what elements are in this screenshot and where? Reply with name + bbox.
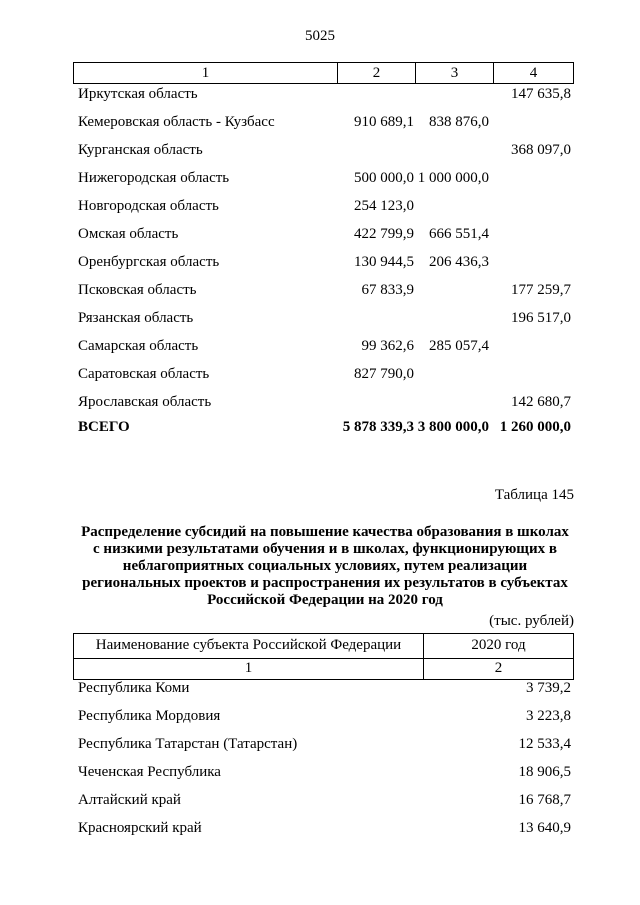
total-label: ВСЕГО <box>78 419 130 435</box>
value-col2: 422 799,9 <box>354 226 414 242</box>
subsidy-value: 18 906,5 <box>518 764 571 780</box>
value-col4: 196 517,0 <box>511 310 571 326</box>
table1-header <box>73 62 574 84</box>
region-name: Новгородская область <box>78 198 219 214</box>
table1-header-col4: 4 <box>529 65 538 81</box>
value-col2: 130 944,5 <box>354 254 414 270</box>
header-col-number-2: 2 <box>494 660 503 676</box>
subsidy-value: 16 768,7 <box>518 792 571 808</box>
value-col4: 368 097,0 <box>511 142 571 158</box>
table1-row <box>78 86 574 108</box>
table1-row <box>78 254 574 276</box>
region-name: Оренбургская область <box>78 254 220 270</box>
region-name: Чеченская Республика <box>78 764 221 780</box>
title-line: Российской Федерации на 2020 год <box>207 592 443 608</box>
value-col3: 206 436,3 <box>429 254 489 270</box>
table2-header-names <box>74 634 573 659</box>
value-col3: 285 057,4 <box>429 338 489 354</box>
title-line: Распределение субсидий на повышение качества образования в школах <box>81 524 569 540</box>
region-name: Республика Татарстан (Татарстан) <box>78 736 298 752</box>
table2-row <box>78 792 574 814</box>
title-line: с низкими результатами обучения и в школах, функционирующих в <box>93 541 557 557</box>
table2-row <box>78 680 574 702</box>
subsidy-value: 3 739,2 <box>526 680 571 696</box>
table2-header-numbers <box>74 659 573 679</box>
table1-header-col1: 1 <box>74 63 338 83</box>
table-caption: Таблица 145 <box>494 487 574 503</box>
table1-row <box>78 170 574 192</box>
region-name: Ярославская область <box>78 394 212 410</box>
total-col2: 5 878 339,3 <box>342 419 414 435</box>
table2-row <box>78 736 574 758</box>
table2-row <box>78 764 574 786</box>
table1-row <box>78 366 574 388</box>
region-name: Самарская область <box>78 338 199 354</box>
value-col3: 1 000 000,0 <box>417 170 489 186</box>
region-name: Красноярский край <box>78 820 202 836</box>
subsidy-value: 3 223,8 <box>526 708 571 724</box>
value-col3: 666 551,4 <box>429 226 489 242</box>
value-col2: 254 123,0 <box>354 198 414 214</box>
value-col4: 142 680,7 <box>511 394 571 410</box>
table-title <box>70 524 580 609</box>
region-name: Омская область <box>78 226 179 242</box>
region-name: Курганская область <box>78 142 203 158</box>
value-col3: 838 876,0 <box>429 114 489 130</box>
table1-row <box>78 226 574 248</box>
header-year: 2020 год <box>471 637 526 653</box>
table1-row <box>78 338 574 360</box>
region-name: Алтайский край <box>78 792 181 808</box>
title-line: региональных проектов и распространения их результатов в субъектах <box>82 575 568 591</box>
region-name: Республика Мордовия <box>78 708 221 724</box>
table2-header <box>73 633 574 680</box>
value-col2: 910 689,1 <box>354 114 414 130</box>
table1-row <box>78 142 574 164</box>
total-col3: 3 800 000,0 <box>417 419 489 435</box>
subsidy-value: 12 533,4 <box>518 736 571 752</box>
header-col-number-1: 1 <box>74 659 424 679</box>
table1-header-col3: 3 <box>416 63 494 83</box>
table1-row <box>78 114 574 136</box>
table1-row <box>78 198 574 220</box>
region-name: Иркутская область <box>78 86 198 102</box>
value-col2: 500 000,0 <box>354 170 414 186</box>
value-col4: 177 259,7 <box>511 282 571 298</box>
table2-row <box>78 708 574 730</box>
table2-row <box>78 820 574 842</box>
units-label: (тыс. рублей) <box>489 613 574 629</box>
region-name: Кемеровская область - Кузбасс <box>78 114 275 130</box>
region-name: Республика Коми <box>78 680 190 696</box>
region-name: Саратовская область <box>78 366 210 382</box>
total-col4: 1 260 000,0 <box>499 419 571 435</box>
region-name: Псковская область <box>78 282 197 298</box>
page-number: 5025 <box>305 28 335 44</box>
subsidy-value: 13 640,9 <box>518 820 571 836</box>
value-col2: 827 790,0 <box>354 366 414 382</box>
table1-total-row <box>78 419 574 441</box>
table1-row <box>78 394 574 416</box>
table1-row <box>78 310 574 332</box>
value-col4: 147 635,8 <box>511 86 571 102</box>
table1-header-col2: 2 <box>338 63 416 83</box>
value-col2: 67 833,9 <box>361 282 414 298</box>
region-name: Нижегородская область <box>78 170 230 186</box>
title-line: неблагоприятных социальных условиях, путем реализации <box>122 558 528 574</box>
table1-row <box>78 282 574 304</box>
value-col2: 99 362,6 <box>361 338 414 354</box>
region-name: Рязанская область <box>78 310 194 326</box>
header-region-name: Наименование субъекта Российской Федерации <box>74 634 424 658</box>
